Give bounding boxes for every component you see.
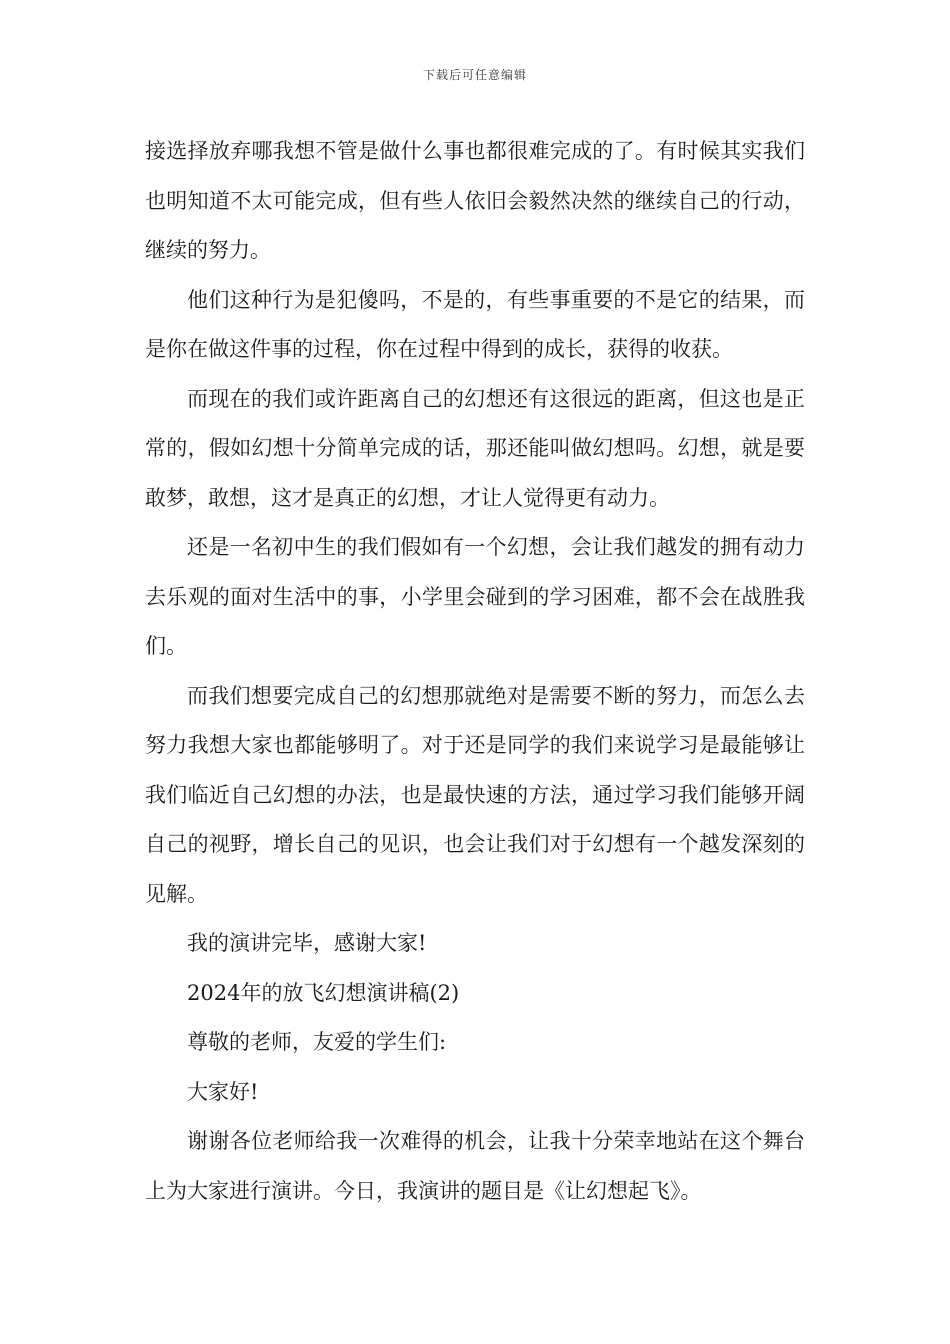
paragraph-1: 接选择放弃哪我想不管是做什么事也都很难完成的了。有时候其实我们也明知道不太可能完成，但有些人依旧会毅然决然的继续自己的行动，继续的努力。 [145, 139, 805, 262]
salutation: 尊敬的老师，友爱的学生们: [187, 1030, 447, 1054]
section-title: 2024年的放飞幻想演讲稿(2) [187, 980, 460, 1005]
paragraph-3: 而现在的我们或许距离自己的幻想还有这很远的距离，但这也是正常的，假如幻想十分简单完成的话，那还能叫做幻想吗。幻想，就是要敢梦，敢想，这才是真正的幻想，才让人觉得更有动力。 [145, 386, 805, 510]
paragraph-4: 还是一名初中生的我们假如有一个幻想，会让我们越发的拥有动力去乐观的面对生活中的事，小学里会碰到的学习困难，都不会在战胜我们。 [145, 535, 805, 658]
paragraph-intro: 谢谢各位老师给我一次难得的机会，让我十分荣幸地站在这个舞台上为大家进行演讲。今日，我演讲的题目是《让幻想起飞》。 [145, 1129, 805, 1203]
page-header-note: 下载后可任意编辑 [422, 68, 527, 82]
paragraph-5: 而我们想要完成自己的幻想那就绝对是需要不断的努力，而怎么去努力我想大家也都能够明了。对于还是同学的我们来说学习是最能够让我们临近自己幻想的办法，也是最快速的方法，通过学习我们能够开阔自己的视野，增长自己的见识，也会让我们对于幻想有一个越发深刻的见解。 [145, 683, 805, 906]
document-body [145, 127, 805, 1216]
paragraph-2: 他们这种行为是犯傻吗，不是的，有些事重要的不是它的结果，而是你在做这件事的过程，你在过程中得到的成长，获得的收获。 [145, 287, 805, 361]
closing-line: 我的演讲完毕，感谢大家! [187, 931, 427, 955]
greeting: 大家好! [187, 1079, 259, 1104]
